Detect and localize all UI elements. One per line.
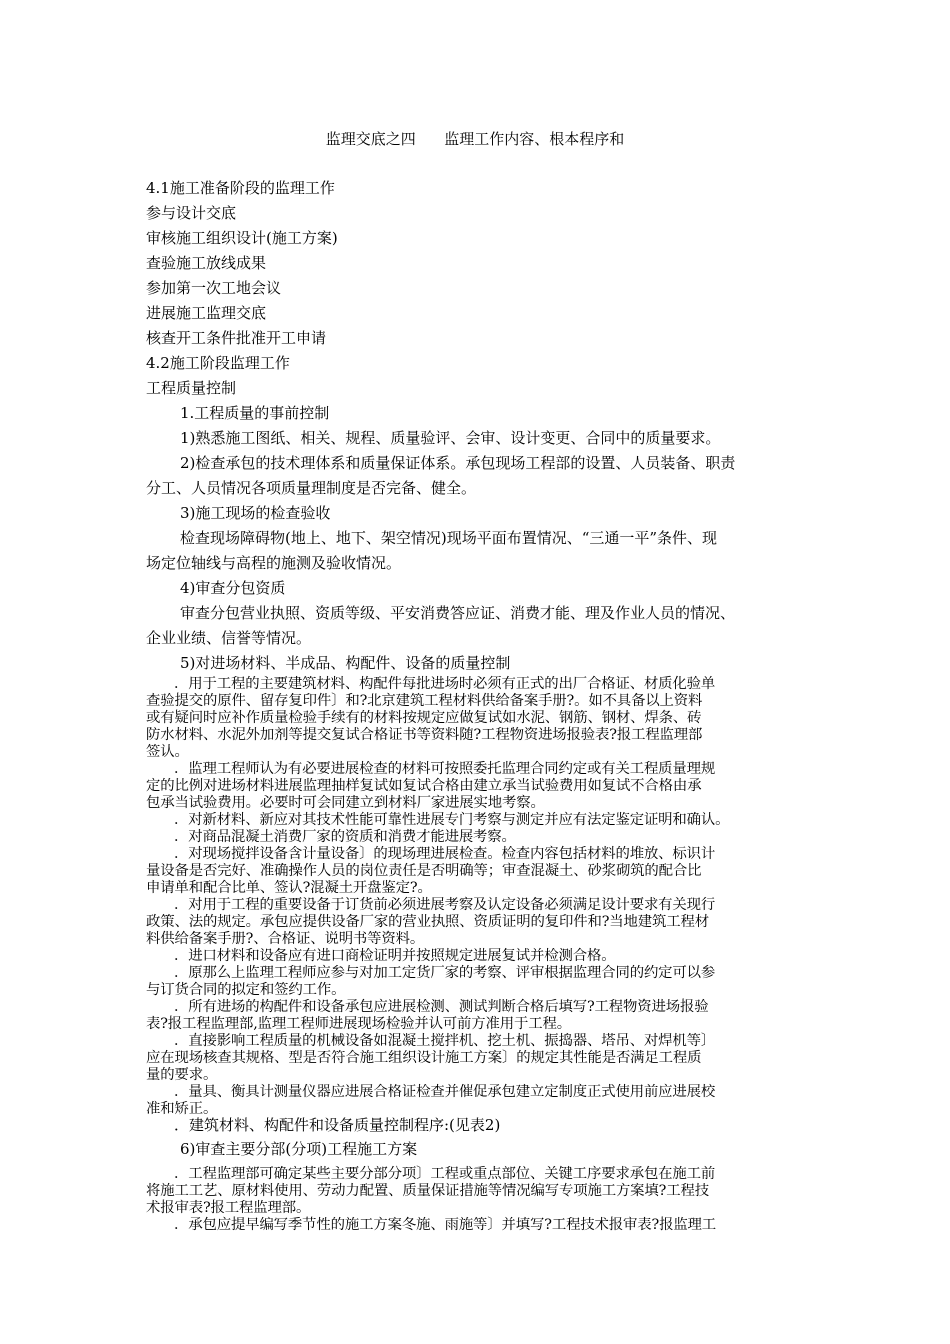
page-title: 监理交底之四 监理工作内容、根本程序和 <box>325 130 625 148</box>
bullet-line: ．对商品混凝土消费厂家的资质和消费才能进展考察。 <box>174 829 516 845</box>
paragraph-line: 1)熟悉施工图纸、相关、规程、质量验评、会审、设计变更、合同中的质量要求。 <box>180 429 721 447</box>
list-item: 查验施工放线成果 <box>146 254 267 272</box>
subsection-heading: 3)施工现场的检查验收 <box>180 504 331 522</box>
subsection-heading: 6)审查主要分部(分项)工程施工方案 <box>180 1140 418 1158</box>
bullet-line: ．建筑材料、构配件和设备质量控制程序:(见表2) <box>174 1116 501 1134</box>
bullet-line: 将施工工艺、原材料使用、劳动力配置、质量保证措施等情况编写专项施工方案填?工程技 <box>146 1183 709 1199</box>
bullet-line: ．量具、衡具计测量仪器应进展合格证检查并催促承包建立定制度正式使用前应进展校 <box>174 1084 716 1100</box>
bullet-line: ．对用于工程的重要设备于订货前必须进展考察及认定设备必须满足设计要求有关现行 <box>174 897 716 913</box>
list-item: 工程质量控制 <box>146 379 237 397</box>
bullet-line: 查验提交的原件、留存复印件〕和?北京建筑工程材料供给备案手册?。如不具备以上资料 <box>146 693 703 709</box>
bullet-line: 定的比例对进场材料进展监理抽样复试如复试合格由建立承当试验费用如复试不合格由承 <box>146 778 702 794</box>
bullet-line: 表?报工程监理部,监理工程师进展现场检验并认可前方准用于工程。 <box>146 1016 571 1032</box>
bullet-line: ．对现场搅拌设备含计量设备〕的现场理进展检查。检查内容包括材料的堆放、标识计 <box>174 846 716 862</box>
bullet-line: ．直接影响工程质量的机械设备如混凝土搅拌机、挖土机、振捣器、塔吊、对焊机等〕 <box>174 1033 716 1049</box>
subsection-heading: 5)对进场材料、半成品、构配件、设备的质量控制 <box>180 654 511 672</box>
bullet-line: 应在现场核查其规格、型是否符合施工组织设计施工方案〕的规定其性能是否满足工程质 <box>146 1050 702 1066</box>
bullet-line: 政策、法的规定。承包应提供设备厂家的营业执照、资质证明的复印件和?当地建筑工程材 <box>146 914 709 930</box>
bullet-line: 量的要求。 <box>146 1067 218 1083</box>
bullet-line: ．监理工程师认为有必要进展检查的材料可按照委托监理合同约定或有关工程质量理规 <box>174 761 716 777</box>
list-item: 审核施工组织设计(施工方案) <box>146 229 338 247</box>
bullet-line: ．进口材料和设备应有进口商检证明并按照规定进展复试并检测合格。 <box>174 948 616 964</box>
paragraph-line: 企业业绩、信誉等情况。 <box>146 629 312 647</box>
bullet-line: 或有疑问时应补作质量检验手续有的材料按规定应做复试如水泥、钢筋、钢材、焊条、砖 <box>146 710 702 726</box>
bullet-line: ．所有进场的构配件和设备承包应进展检测、测试判断合格后填写?工程物资进场报验 <box>174 999 709 1015</box>
bullet-line: ．工程监理部可确定某些主要分部分项〕工程或重点部位、关键工序要求承包在施工前 <box>174 1166 716 1182</box>
bullet-line: ．原那么上监理工程师应参与对加工定货厂家的考察、评审根据监理合同的约定可以参 <box>174 965 716 981</box>
bullet-line: 申请单和配合比单、签认?混凝土开盘鉴定?。 <box>146 880 432 896</box>
paragraph-line: 分工、人员情况各项质量理制度是否完备、健全。 <box>146 479 477 497</box>
bullet-line: 料供给备案手册?、合格证、说明书等资料。 <box>146 931 425 947</box>
paragraph-line: 审查分包营业执照、资质等级、平安消费答应证、消费才能、理及作业人员的情况、 <box>180 604 736 622</box>
section-heading: 4.2施工阶段监理工作 <box>146 354 290 372</box>
bullet-line: 准和矫正。 <box>146 1101 218 1117</box>
bullet-line: ．对新材料、新应对其技术性能可靠性进展专门考察与测定并应有法定鉴定证明和确认。 <box>174 812 730 828</box>
paragraph-line: 检查现场障碍物(地上、地下、架空情况)现场平面布置情况、“三通一平”条件、现 <box>180 529 718 547</box>
bullet-line: 签认。 <box>146 744 189 760</box>
bullet-line: ．承包应提早编写季节性的施工方案冬施、雨施等〕并填写?工程技术报审表?报监理工 <box>174 1217 717 1233</box>
list-item: 参加第一次工地会议 <box>146 279 282 297</box>
section-heading: 4.1施工准备阶段的监理工作 <box>146 179 335 197</box>
paragraph-line: 2)检查承包的技术理体系和质量保证体系。承包现场工程部的设置、人员装备、职责 <box>180 454 736 472</box>
bullet-line: ．用于工程的主要建筑材料、构配件每批进场时必须有正式的出厂合格证、材质化验单 <box>174 676 716 692</box>
bullet-line: 防水材料、水泥外加剂等提交复试合格证书等资料随?工程物资进场报验表?报工程监理部 <box>146 727 703 743</box>
list-item: 进展施工监理交底 <box>146 304 267 322</box>
bullet-line: 与订货合同的拟定和签约工作。 <box>146 982 346 998</box>
subsection-heading: 1.工程质量的事前控制 <box>180 404 330 422</box>
paragraph-line: 场定位轴线与高程的施测及验收情况。 <box>146 554 402 572</box>
bullet-line: 量设备是否完好、准确操作人员的岗位责任是否明确等；审查混凝土、砂浆砌筑的配合比 <box>146 863 702 879</box>
subsection-heading: 4)审查分包资质 <box>180 579 286 597</box>
bullet-line: 术报审表?报工程监理部。 <box>146 1200 311 1216</box>
list-item: 参与设计交底 <box>146 204 237 222</box>
list-item: 核查开工条件批准开工申请 <box>146 329 327 347</box>
bullet-line: 包承当试验费用。必要时可会同建立到材料厂家进展实地考察。 <box>146 795 545 811</box>
